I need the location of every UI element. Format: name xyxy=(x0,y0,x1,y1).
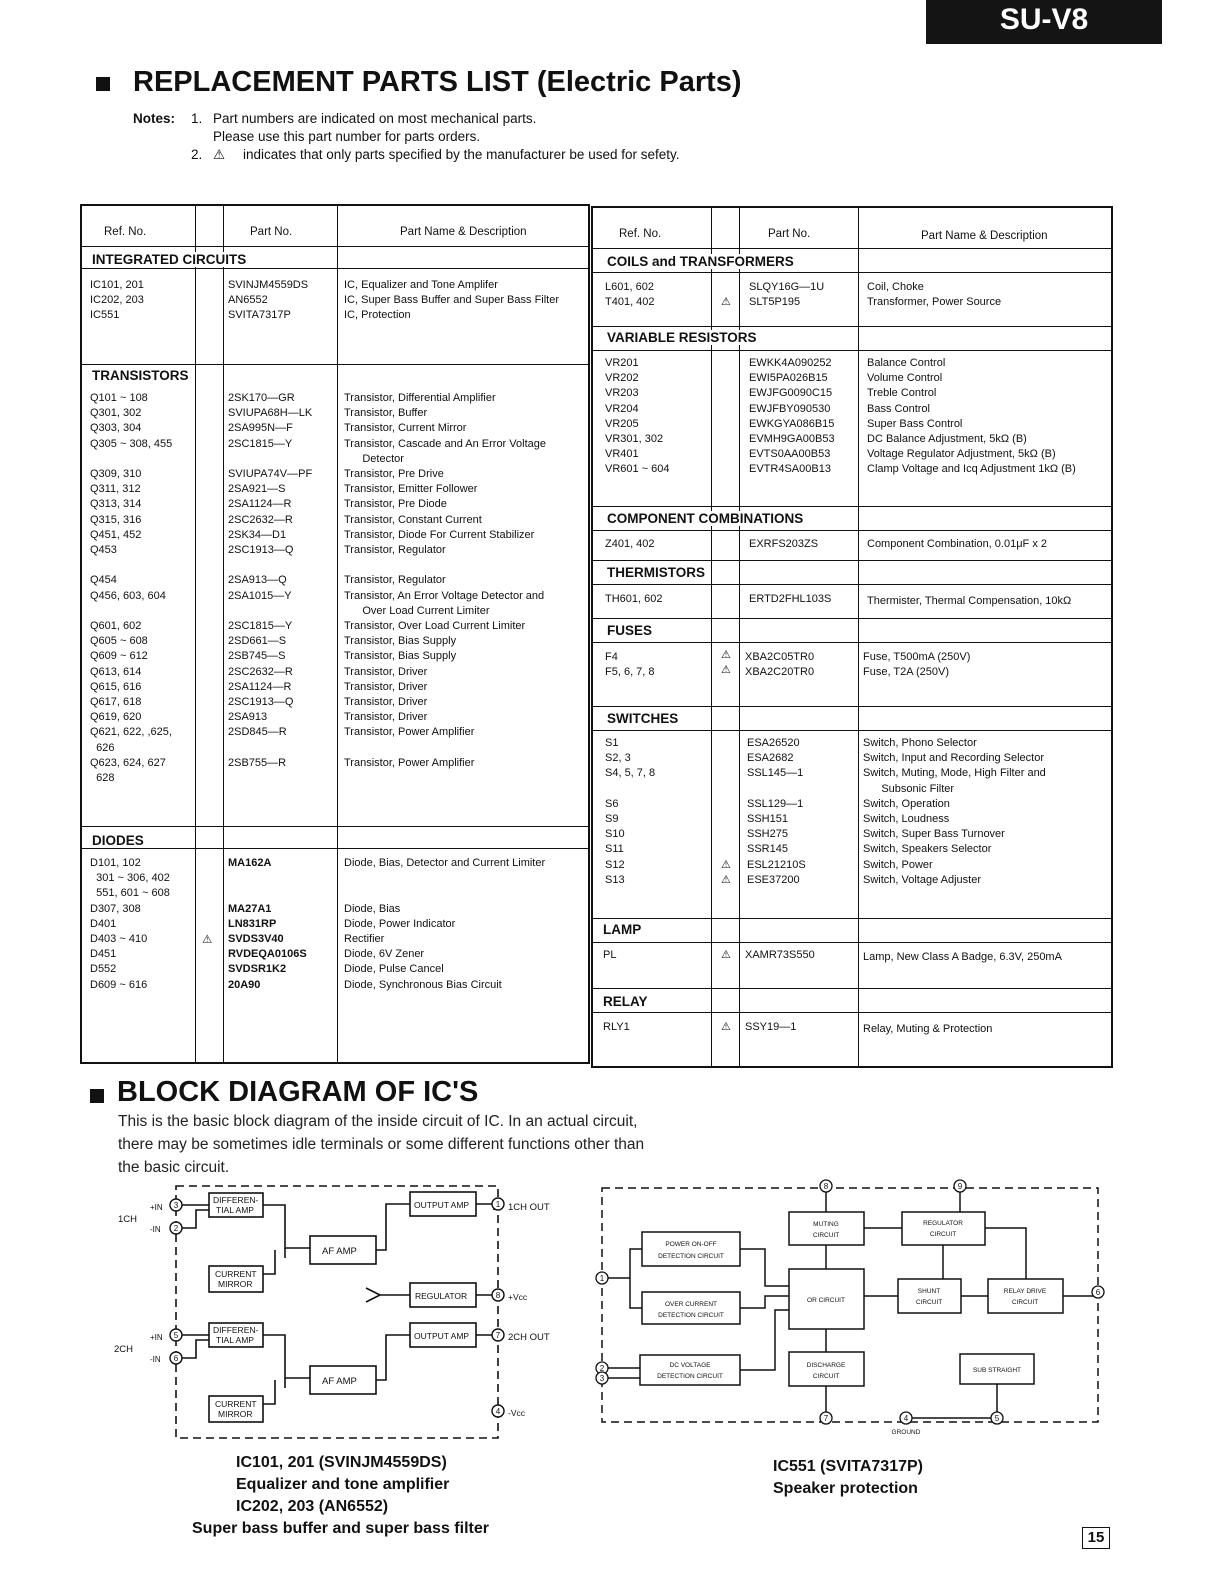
therm-ref: TH601, 602 xyxy=(605,593,663,605)
section-title-relay: RELAY xyxy=(603,994,648,1009)
af-amp-label: AF AMP xyxy=(322,1376,357,1387)
therm-part: ERTD2FHL103S xyxy=(749,593,832,605)
caption-ic202-203: IC202, 203 (AN6552) xyxy=(236,1498,389,1515)
parts-table-left xyxy=(80,204,590,1064)
parts-list-title: REPLACEMENT PARTS LIST (Electric Parts) xyxy=(133,66,742,98)
power-detect-label: POWER ON-OFF xyxy=(665,1241,717,1248)
parts-table-right xyxy=(591,206,1113,1068)
differential-amp-label: DIFFEREN- xyxy=(213,1325,259,1335)
shunt-block xyxy=(898,1279,961,1313)
sub-straight-label: SUB STRAIGHT xyxy=(972,1367,1022,1374)
channel-1-label: 1CH xyxy=(118,1214,138,1225)
fuses-ref-list: F4 F5, 6, 7, 8 xyxy=(605,651,655,679)
coils-ref-list: L601, 602 T401, 402 xyxy=(605,281,655,309)
ground-label: GROUND xyxy=(891,1429,921,1436)
lamp-part: XAMR73S550 xyxy=(745,949,815,961)
ic-part-list: SVINJM4559DS AN6552 SVITA7317P xyxy=(228,279,309,322)
note-1-line-a: Part numbers are indicated on most mechanical parts. xyxy=(213,111,537,126)
relay-part: SSY19—1 xyxy=(745,1021,797,1033)
current-mirror-label: CURRENT xyxy=(215,1399,257,1409)
current-mirror-label: CURRENT xyxy=(215,1269,257,1279)
overcurrent-detect-label: DETECTION CIRCUIT xyxy=(658,1312,724,1319)
warning-triangle-icon: ⚠ ⚠ xyxy=(721,649,731,677)
output-2ch-label: 2CH OUT xyxy=(508,1332,550,1343)
discharge-block xyxy=(789,1352,864,1386)
caption-speaker-protection: Speaker protection xyxy=(773,1480,918,1497)
lamp-ref: PL xyxy=(603,949,617,961)
differential-amp-label: DIFFEREN- xyxy=(213,1195,259,1205)
intro-line-3: the basic circuit. xyxy=(118,1159,230,1176)
ic-desc-list: IC, Equalizer and Tone Amplifer IC, Super Bass Buffer and Super Bass Filter IC, Protection xyxy=(344,279,560,322)
pin-8: 8 xyxy=(823,1182,829,1191)
shunt-label: CIRCUIT xyxy=(915,1299,943,1306)
comp-part: EXRFS203ZS xyxy=(749,538,819,550)
power-detect-label: DETECTION CIRCUIT xyxy=(658,1253,724,1260)
output-1ch-label: 1CH OUT xyxy=(508,1202,550,1213)
header-ref-no: Ref. No. xyxy=(104,226,147,238)
section-title-transistors: TRANSISTORS xyxy=(92,368,193,383)
caption-ic101-201: IC101, 201 (SVINJM4559DS) xyxy=(236,1454,447,1471)
section-title-variable-resistors: VARIABLE RESISTORS xyxy=(607,330,761,345)
minus-in-label: -IN xyxy=(150,1355,161,1364)
transistor-part-list: 2SK170—GR SVIUPA68H—LK 2SA995N—F 2SC1815—Y SVIUPA74V—PF 2SA921—S 2SA1124—R 2SC2632—R 2SK34—D1 2SC1913—Q 2SA913—Q 2SA1015—Y 2SC1815—Y 2SD661—S 2SB745—S 2SC2632—R 2SA1124—R 2SC1913—Q 2SA913 2SD845—R 2SB755—R xyxy=(228,392,313,769)
therm-desc: Thermister, Thermal Compensation, 10kΩ xyxy=(867,595,1072,607)
pin-1: 1 xyxy=(599,1274,605,1283)
warning-triangle-icon: ⚠ xyxy=(213,147,226,162)
diode-desc-list: Diode, Bias, Detector and Current Limiter Diode, Bias Diode, Power Indicator Rectifier Diode, 6V Zener Diode, Pulse Cancel Diode, Synchronous Bias Circuit xyxy=(344,857,546,991)
section-title-switches: SWITCHES xyxy=(607,711,679,726)
coils-part-list: SLQY16G—1U SLT5P195 xyxy=(749,281,825,309)
ic-ref-list: IC101, 201 IC202, 203 IC551 xyxy=(90,279,144,322)
overcurrent-detect-block xyxy=(642,1292,740,1324)
minus-in-label: -IN xyxy=(150,1225,161,1234)
regulator-block xyxy=(902,1212,985,1245)
section-title-component-combinations: COMPONENT COMBINATIONS xyxy=(607,511,807,526)
pin-2: 2 xyxy=(599,1364,605,1373)
pin-8: 8 xyxy=(495,1291,501,1300)
pin-9: 9 xyxy=(957,1182,963,1191)
af-amp-label: AF AMP xyxy=(322,1246,357,1257)
negative-vcc-label: -Vcc xyxy=(508,1408,525,1418)
diode-part-list: MA162A MA27A1 LN831RP SVDS3V40 RVDEQA0106S SVDSR1K2 20A90 xyxy=(228,857,307,991)
page-number: 15 xyxy=(1082,1527,1110,1549)
switches-ref-list: S1 S2, 3 S4, 5, 7, 8 S6 S9 S10 S11 S12 S13 xyxy=(605,737,656,886)
intro-line-1: This is the basic block diagram of the inside circuit of IC. In an actual circuit, xyxy=(118,1113,638,1130)
power-detect-block xyxy=(642,1232,740,1266)
pin-6: 6 xyxy=(1095,1288,1101,1297)
overcurrent-detect-label: OVER CURRENT xyxy=(664,1301,718,1308)
plus-in-label: +IN xyxy=(150,1333,163,1342)
intro-line-2: there may be sometimes idle terminals or some different functions other than xyxy=(118,1136,645,1153)
regulator-label: REGULATOR xyxy=(415,1291,468,1301)
vcc-label: +Vcc xyxy=(508,1292,528,1302)
muting-label: CIRCUIT xyxy=(812,1232,840,1239)
pin-3: 3 xyxy=(599,1374,605,1383)
header-description: Part Name & Description xyxy=(921,230,1048,242)
regulator-label: REGULATOR xyxy=(923,1220,963,1227)
dc-detect-block xyxy=(640,1355,740,1385)
discharge-label: DISCHARGE xyxy=(806,1362,846,1369)
ic-block-diagram-protection xyxy=(590,1178,1110,1448)
lamp-desc: Lamp, New Class A Badge, 6.3V, 250mA xyxy=(863,951,1062,963)
ic-block-diagram-equalizer xyxy=(110,1180,570,1450)
block-diagram-intro xyxy=(118,1110,758,1179)
pin-5: 5 xyxy=(994,1414,1000,1423)
section-title-diodes: DIODES xyxy=(92,833,144,848)
bullet-square xyxy=(90,1089,104,1103)
section-title-ic: INTEGRATED CIRCUITS xyxy=(92,252,250,267)
relay-drive-label: CIRCUIT xyxy=(1011,1299,1039,1306)
discharge-label: CIRCUIT xyxy=(812,1373,840,1380)
warning-triangle-icon: ⚠ xyxy=(721,1021,731,1033)
output-amp-label: OUTPUT AMP xyxy=(414,1200,470,1210)
transistor-ref-list: Q101 ~ 108 Q301, 302 Q303, 304 Q305 ~ 308, 455 Q309, 310 Q311, 312 Q313, 314 Q315, 316 Q451, 452 Q453 Q454 Q456, 603, 604 Q601, 602 Q605 ~ 608 Q609 ~ 612 Q613, 614 Q615, 616 Q617, 618 Q619, 620 Q621, 622, ,625, 626 Q623, 624, 627 628 xyxy=(90,392,173,785)
note-2-text: indicates that only parts specified by the manufacturer be used for sefety. xyxy=(243,147,680,162)
pin-1: 1 xyxy=(495,1200,501,1209)
pin-4: 4 xyxy=(903,1414,909,1423)
note-1-line-b: Please use this part number for parts orders. xyxy=(213,129,481,144)
plus-in-label: +IN xyxy=(150,1203,163,1212)
fuses-part-list: XBA2C05TR0 XBA2C20TR0 xyxy=(745,651,815,679)
or-circuit-label: OR CIRCUIT xyxy=(807,1297,845,1304)
differential-amp-label: TIAL AMP xyxy=(216,1205,254,1215)
bullet-square xyxy=(96,77,110,91)
header-part-no: Part No. xyxy=(768,228,811,240)
section-title-fuses: FUSES xyxy=(607,623,653,638)
warning-triangle-icon: ⚠ xyxy=(202,934,213,946)
relay-ref: RLY1 xyxy=(603,1021,630,1033)
relay-desc: Relay, Muting & Protection xyxy=(863,1023,993,1035)
note-1-number: 1. xyxy=(191,111,203,126)
warning-triangle-icon: ⚠ xyxy=(721,296,731,309)
channel-2-label: 2CH xyxy=(114,1344,134,1355)
warning-triangle-icon: ⚠ ⚠ xyxy=(721,858,731,886)
note-2-number: 2. xyxy=(191,147,203,162)
header-ref-no: Ref. No. xyxy=(619,228,662,240)
pin-2: 2 xyxy=(173,1224,179,1233)
notes xyxy=(133,110,853,164)
pin-7: 7 xyxy=(495,1331,501,1340)
relay-drive-block xyxy=(988,1279,1063,1313)
pin-3: 3 xyxy=(173,1201,179,1210)
warning-triangle-icon: ⚠ xyxy=(721,949,731,961)
differential-amp-label: TIAL AMP xyxy=(216,1335,254,1345)
vr-desc-list: Balance Control Volume Control Treble Control Bass Control Super Bass Control DC Balance Adjustment, 5kΩ (B) Voltage Regulator Adjustment, 5kΩ (B) Clamp Voltage and Icq Adjustment 1kΩ (B) xyxy=(867,357,1076,476)
notes-label: Notes: xyxy=(133,111,176,126)
switches-desc-list: Switch, Phono Selector Switch, Input and Recording Selector Switch, Muting, Mode, High Filter and Subsonic Filter Switch, Operation Switch, Loudness Switch, Super Bass Turnover Switch, Speakers Selector Switch, Power Switch, Voltage Adjuster xyxy=(863,737,1046,886)
pin-6: 6 xyxy=(173,1354,179,1363)
muting-block xyxy=(789,1212,864,1245)
section-title-thermistors: THERMISTORS xyxy=(607,565,706,580)
current-mirror-label: MIRROR xyxy=(218,1279,253,1289)
header-description: Part Name & Description xyxy=(400,226,527,238)
header-part-no: Part No. xyxy=(250,226,293,238)
comp-ref: Z401, 402 xyxy=(605,538,655,550)
muting-label: MUTING xyxy=(813,1221,839,1228)
pin-4: 4 xyxy=(495,1407,501,1416)
output-amp-label: OUTPUT AMP xyxy=(414,1331,470,1341)
current-mirror-label: MIRROR xyxy=(218,1409,253,1419)
vr-part-list: EWKK4A090252 EWI5PA026B15 EWJFG0090C15 EWJFBY090530 EWKGYA086B15 EVMH9GA00B53 EVTS0AA00B53 EVTR4SA00B13 xyxy=(749,357,835,476)
vr-ref-list: VR201 VR202 VR203 VR204 VR205 VR301, 302 VR401 VR601 ~ 604 xyxy=(605,357,670,476)
dc-detect-label: DETECTION CIRCUIT xyxy=(657,1373,723,1380)
caption-equalizer: Equalizer and tone amplifier xyxy=(236,1476,450,1493)
section-title-lamp: LAMP xyxy=(603,922,642,937)
shunt-label: SHUNT xyxy=(917,1288,941,1295)
transistor-desc-list: Transistor, Differential Amplifier Transistor, Buffer Transistor, Current Mirror Transistor, Cascade and An Error Voltage Detector Transistor, Pre Drive Transistor, Emitter Follower Transistor, Pre Diode Transistor, Constant Current Transistor, Diode For Current Stabilizer Transistor, Regulator Transistor, Regulator Transistor, An Error Voltage Detector and Over Load Current Limiter Transistor, Over Load Current Limiter Transistor, Bias Supply Transistor, Bias Supply Transistor, Driver Transistor, Driver Transistor, Driver Transistor, Driver Transistor, Power Amplifier Transistor, Power Amplifier xyxy=(344,392,546,769)
diode-ref-list: D101, 102 301 ~ 306, 402 551, 601 ~ 608 D307, 308 D401 D403 ~ 410 D451 D552 D609 ~ 616 xyxy=(90,857,170,991)
section-title-coils: COILS and TRANSFORMERS xyxy=(607,254,798,269)
pin-5: 5 xyxy=(173,1331,179,1340)
relay-drive-label: RELAY DRIVE xyxy=(1003,1288,1047,1295)
block-diagram-title: BLOCK DIAGRAM OF IC'S xyxy=(117,1076,479,1108)
switches-part-list: ESA26520 ESA2682 SSL145—1 SSL129—1 SSH151 SSH275 SSR145 ESL21210S ESE37200 xyxy=(747,737,806,886)
dc-detect-label: DC VOLTAGE xyxy=(669,1362,711,1369)
coils-desc-list: Coil, Choke Transformer, Power Source xyxy=(867,281,1002,309)
caption-super-bass: Super bass buffer and super bass filter xyxy=(192,1520,489,1537)
regulator-label: CIRCUIT xyxy=(929,1231,957,1238)
fuses-desc-list: Fuse, T500mA (250V) Fuse, T2A (250V) xyxy=(863,651,971,679)
model-badge: SU-V8 xyxy=(926,0,1162,44)
pin-7: 7 xyxy=(823,1414,829,1423)
caption-ic551: IC551 (SVITA7317P) xyxy=(773,1458,923,1475)
comp-desc: Component Combination, 0.01μF x 2 xyxy=(867,538,1047,550)
